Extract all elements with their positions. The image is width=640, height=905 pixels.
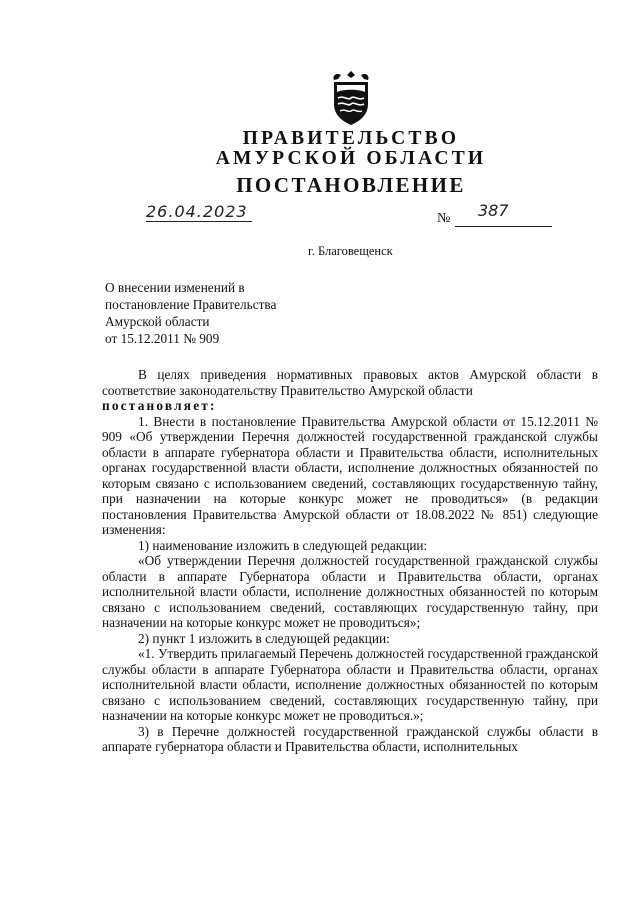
preamble-paragraph: В целях приведения нормативных правовых актов Амурской области в соответствие законодательству Правительство Амурской области — [102, 367, 598, 398]
subitem-3-text: 3) в Перечне должностей государственной гражданской службы области в аппарате губернатора области и Правительства области, исполнительных — [102, 723, 598, 754]
subject-line: Амурской области — [105, 314, 210, 329]
number-label: № — [437, 211, 451, 226]
org-name-line2: АМУРСКОЙ ОБЛАСТИ — [215, 148, 487, 169]
coat-of-arms-icon — [326, 70, 376, 126]
document-number: 387 — [478, 201, 509, 220]
document-subject — [105, 279, 335, 347]
decree-word: постановляет: — [102, 398, 217, 413]
item-1-paragraph: 1. Внести в постановление Правительства Амурской области от 15.12.2011 № 909 «Об утверждении Перечня должностей государственной гражданской службы области в аппарате губернатора области и Правительства области, исполнительных органах государственной власти области, исполнение должностных обязанностей по которым связано с использованием сведений, составляющих государственную тайну, при назначении на которые конкурс может не проводиться» (в редакции постановления Правительства Амурской области от 18.08.2022 № 851) следующие изменения: — [102, 413, 598, 537]
document-date: 26.04.2023 — [146, 202, 252, 222]
subitem-2-text: «1. Утвердить прилагаемый Перечень должностей государственной гражданской службы области в аппарате Губернатора области и Правительства области, органах исполнительной власти области, исполнение должностных обязанностей по которым связано с использованием сведений, составляющих государственную тайну, при назначении на которые конкурс может не проводиться.»; — [102, 646, 598, 723]
document-type-title: ПОСТАНОВЛЕНИЕ — [236, 173, 466, 197]
subitem-1-heading: 1) наименование изложить в следующей редакции: — [138, 537, 428, 553]
subject-line: О внесении изменений в — [105, 280, 245, 295]
number-underline — [455, 226, 552, 227]
org-name-line1: ПРАВИТЕЛЬСТВО — [242, 128, 460, 149]
city-name: г. Благовещенск — [308, 244, 393, 258]
document-body — [102, 367, 598, 755]
subject-line: постановление Правительства — [105, 297, 277, 312]
subitem-1-text: «Об утверждении Перечня должностей государственной гражданской службы области в аппарате Губернатора области и Правительства области, органах исполнительной власти области, исполнение должностных обязанностей по которым связано с использованием сведений, составляющих государственную тайну, при назначении на которые конкурс может не проводиться»; — [102, 553, 598, 630]
subitem-2-heading: 2) пункт 1 изложить в следующей редакции: — [138, 630, 390, 646]
subject-line: от 15.12.2011 № 909 — [105, 331, 220, 346]
